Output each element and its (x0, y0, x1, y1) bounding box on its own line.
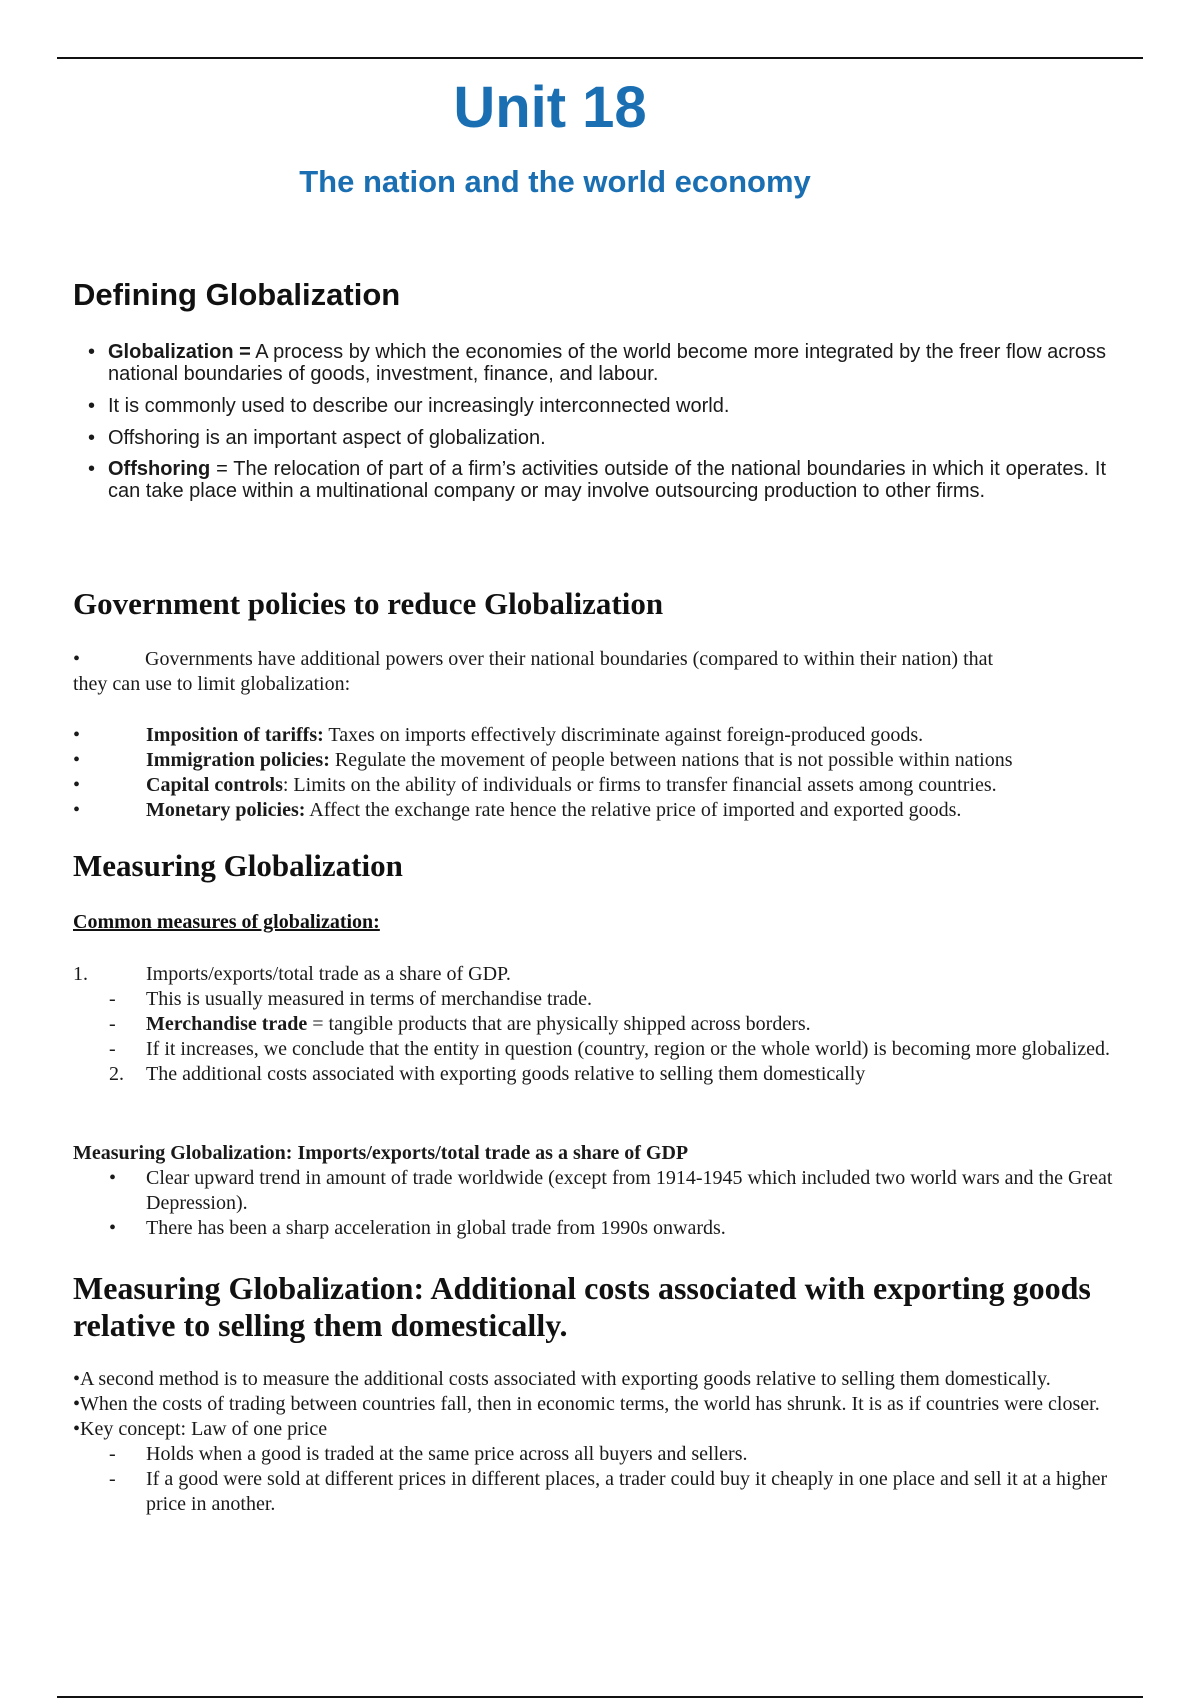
dash-item: - If it increases, we conclude that the entity in question (country, region or the whole world) is becoming more globalized. (73, 1037, 1123, 1062)
numbered-item (73, 962, 1123, 987)
definition: = tangible products that are physically shipped across borders. (307, 1013, 811, 1035)
definition: A process by which the economies of the world become more integrated by the freer flow across national boundaries of goods, investment, finance, and labour. (108, 341, 1106, 385)
term: Offshoring (108, 458, 211, 480)
numbered-item (73, 1062, 1123, 1087)
term: Globalization = (108, 341, 251, 363)
bullet: • (73, 648, 81, 670)
definition: Affect the exchange rate hence the relative price of imported and exported goods. (305, 799, 962, 821)
list-item (88, 458, 1106, 502)
item-text: If a good were sold at different prices in different places, a trader could buy it cheaply in one place and sell it at a higher price in another. (146, 1468, 1108, 1515)
item-number: 2. (109, 1063, 124, 1085)
measures-list (73, 962, 1123, 1087)
term: Capital controls (146, 774, 283, 796)
costs-body (73, 1367, 1123, 1517)
defining-list (88, 341, 1106, 502)
page-title: Unit 18 (453, 75, 647, 140)
definition: Regulate the movement of people between nations that is not possible within nations (329, 749, 1013, 771)
dash-item: - If a good were sold at different prices in different places, a trader could buy it cheaply in one place and sell it at a higher price in another. (73, 1467, 1123, 1517)
list-item: • Immigration policies: Regulate the movement of people between nations that is not possible within nations (73, 749, 1013, 771)
paragraph: •Key concept: Law of one price (73, 1418, 328, 1440)
item-text: The additional costs associated with exporting goods relative to selling them domestically (146, 1063, 866, 1085)
definition: Offshoring is an important aspect of globalization. (108, 427, 546, 449)
trade-share-heading: Measuring Globalization: Imports/exports/total trade as a share of GDP (73, 1142, 689, 1164)
item-text: Imports/exports/total trade as a share of GDP. (146, 963, 511, 985)
common-measures-label: Common measures of globalization: (73, 911, 380, 933)
definition: = The relocation of part of a firm’s activities outside of the national boundaries in which it operates. It can take place within a multinational company or may involve outsourcing production to other firms. (108, 458, 1106, 502)
definition: Taxes on imports effectively discriminate against foreign-produced goods. (323, 724, 924, 746)
bottom-rule (57, 1696, 1143, 1698)
list-item: • There has been a sharp acceleration in global trade from 1990s onwards. (73, 1216, 1123, 1241)
list-item: • Clear upward trend in amount of trade worldwide (except from 1914-1945 which included two world wars and the Great Depression). (73, 1166, 1123, 1216)
term: Immigration policies: (146, 749, 330, 771)
page-subtitle: The nation and the world economy (299, 164, 811, 199)
intro-first-line (73, 647, 1113, 672)
government-list (73, 723, 1123, 823)
definition: It is commonly used to describe our increasingly interconnected world. (108, 395, 730, 417)
definition: : Limits on the ability of individuals or firms to transfer financial assets among countries. (282, 774, 997, 796)
paragraph: •When the costs of trading between countries fall, then in economic terms, the world has shrunk. It is as if countries were closer. (73, 1393, 1100, 1415)
item-text: Holds when a good is traded at the same price across all buyers and sellers. (146, 1443, 748, 1465)
trade-share-list (73, 1166, 1123, 1241)
top-rule (57, 57, 1143, 59)
dash-item: - Holds when a good is traded at the same price across all buyers and sellers. (73, 1442, 1123, 1467)
government-intro (73, 647, 1113, 697)
item-text: There has been a sharp acceleration in global trade from 1990s onwards. (146, 1217, 726, 1239)
list-item: • Capital controls: Limits on the ability of individuals or firms to transfer financial assets among countries. (73, 774, 997, 796)
dash-item: - This is usually measured in terms of merchandise trade. (73, 987, 1123, 1012)
list-item (88, 395, 1106, 417)
item-number: 1. (73, 963, 88, 985)
dash-item: - Merchandise trade = tangible products that are physically shipped across borders. (109, 1013, 811, 1035)
item-text: If it increases, we conclude that the entity in question (country, region or the whole world) is becoming more globalized. (146, 1038, 1110, 1060)
intro-rest: they can use to limit globalization: (73, 673, 351, 695)
list-item: • Imposition of tariffs: Taxes on imports effectively discriminate against foreign-produced goods. (73, 724, 924, 746)
term: Monetary policies: (146, 799, 306, 821)
list-item (88, 427, 1106, 449)
paragraph: •A second method is to measure the additional costs associated with exporting goods relative to selling them domestically. (73, 1368, 1051, 1390)
section-heading-costs: Measuring Globalization: Additional costs associated with exporting goods relative to selling them domestically. (73, 1270, 1091, 1343)
term: Imposition of tariffs: (146, 724, 324, 746)
section-heading-defining: Defining Globalization (73, 277, 401, 312)
list-item (88, 341, 1106, 385)
item-text: This is usually measured in terms of merchandise trade. (146, 988, 592, 1010)
list-item: • Monetary policies: Affect the exchange rate hence the relative price of imported and exported goods. (73, 799, 962, 821)
section-heading-government: Government policies to reduce Globalization (73, 586, 664, 621)
item-text: Clear upward trend in amount of trade worldwide (except from 1914-1945 which included two world wars and the Great Depression). (146, 1167, 1113, 1214)
section-heading-measuring: Measuring Globalization (73, 848, 403, 883)
intro-text: Governments have additional powers over their national boundaries (compared to within their nation) that (145, 648, 994, 670)
term: Merchandise trade (146, 1013, 308, 1035)
